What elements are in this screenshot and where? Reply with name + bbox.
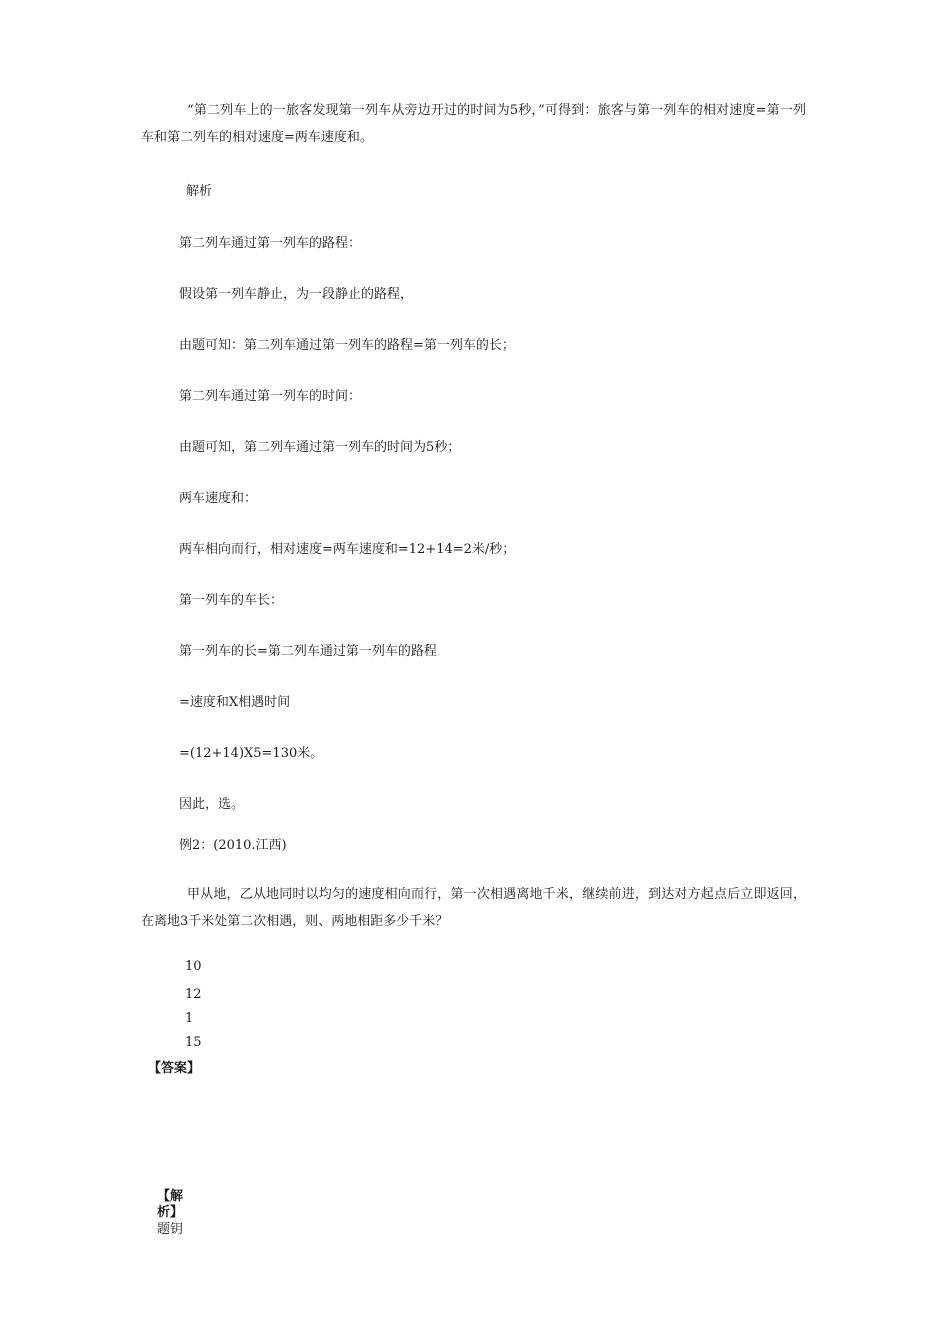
step-line: 由题可知，第二列车通过第一列车的时间为5秒； xyxy=(179,440,461,455)
step-line: 第一列车的车长： xyxy=(179,593,284,608)
key-label: 题钥 xyxy=(157,1222,184,1237)
analysis-label: 【解析】 xyxy=(157,1189,184,1220)
step-line: 两车速度和： xyxy=(179,491,258,506)
step-line: 第二列车通过第一列车的路程： xyxy=(179,236,362,251)
option-item: 10 xyxy=(185,959,202,974)
option-item: 12 xyxy=(185,987,202,1002)
step-line: =(12+14)X5=130米。 xyxy=(179,746,324,761)
step-line: =速度和X相遇时间 xyxy=(179,695,291,710)
example-question: 甲从地，乙从地同时以均匀的速度相向而行，第一次相遇离地千米，继续前进，到达对方起点后立即返回，在离地3千米处第二次相遇，则、两地相距多少千米？ xyxy=(141,887,806,929)
step-line: 第一列车的长=第二列车通过第一列车的路程 xyxy=(179,644,437,659)
step-line: 假设第一列车静止，为一段静止的路程， xyxy=(179,287,414,302)
step-line: 因此，选。 xyxy=(179,797,245,812)
step-line: 第二列车通过第一列车的时间： xyxy=(179,389,362,404)
option-item: 15 xyxy=(185,1035,202,1050)
step-line: 由题可知：第二列车通过第一列车的路程=第一列车的长； xyxy=(179,338,515,353)
intro-paragraph: “第二列车上的一旅客发现第一列车从旁边开过的时间为5秒，”可得到：旅客与第一列车的相对速度=第一列车和第二列车的相对速度=两车速度和。 xyxy=(141,103,806,145)
answer-label: 【答案】 xyxy=(148,1061,201,1076)
step-line: 两车相向而行，相对速度=两车速度和=12+14=2米/秒； xyxy=(179,542,516,557)
option-item: 1 xyxy=(185,1011,194,1026)
analysis-heading: 解析 xyxy=(186,184,213,199)
example-label: 例2：(2010.江西) xyxy=(179,838,287,853)
